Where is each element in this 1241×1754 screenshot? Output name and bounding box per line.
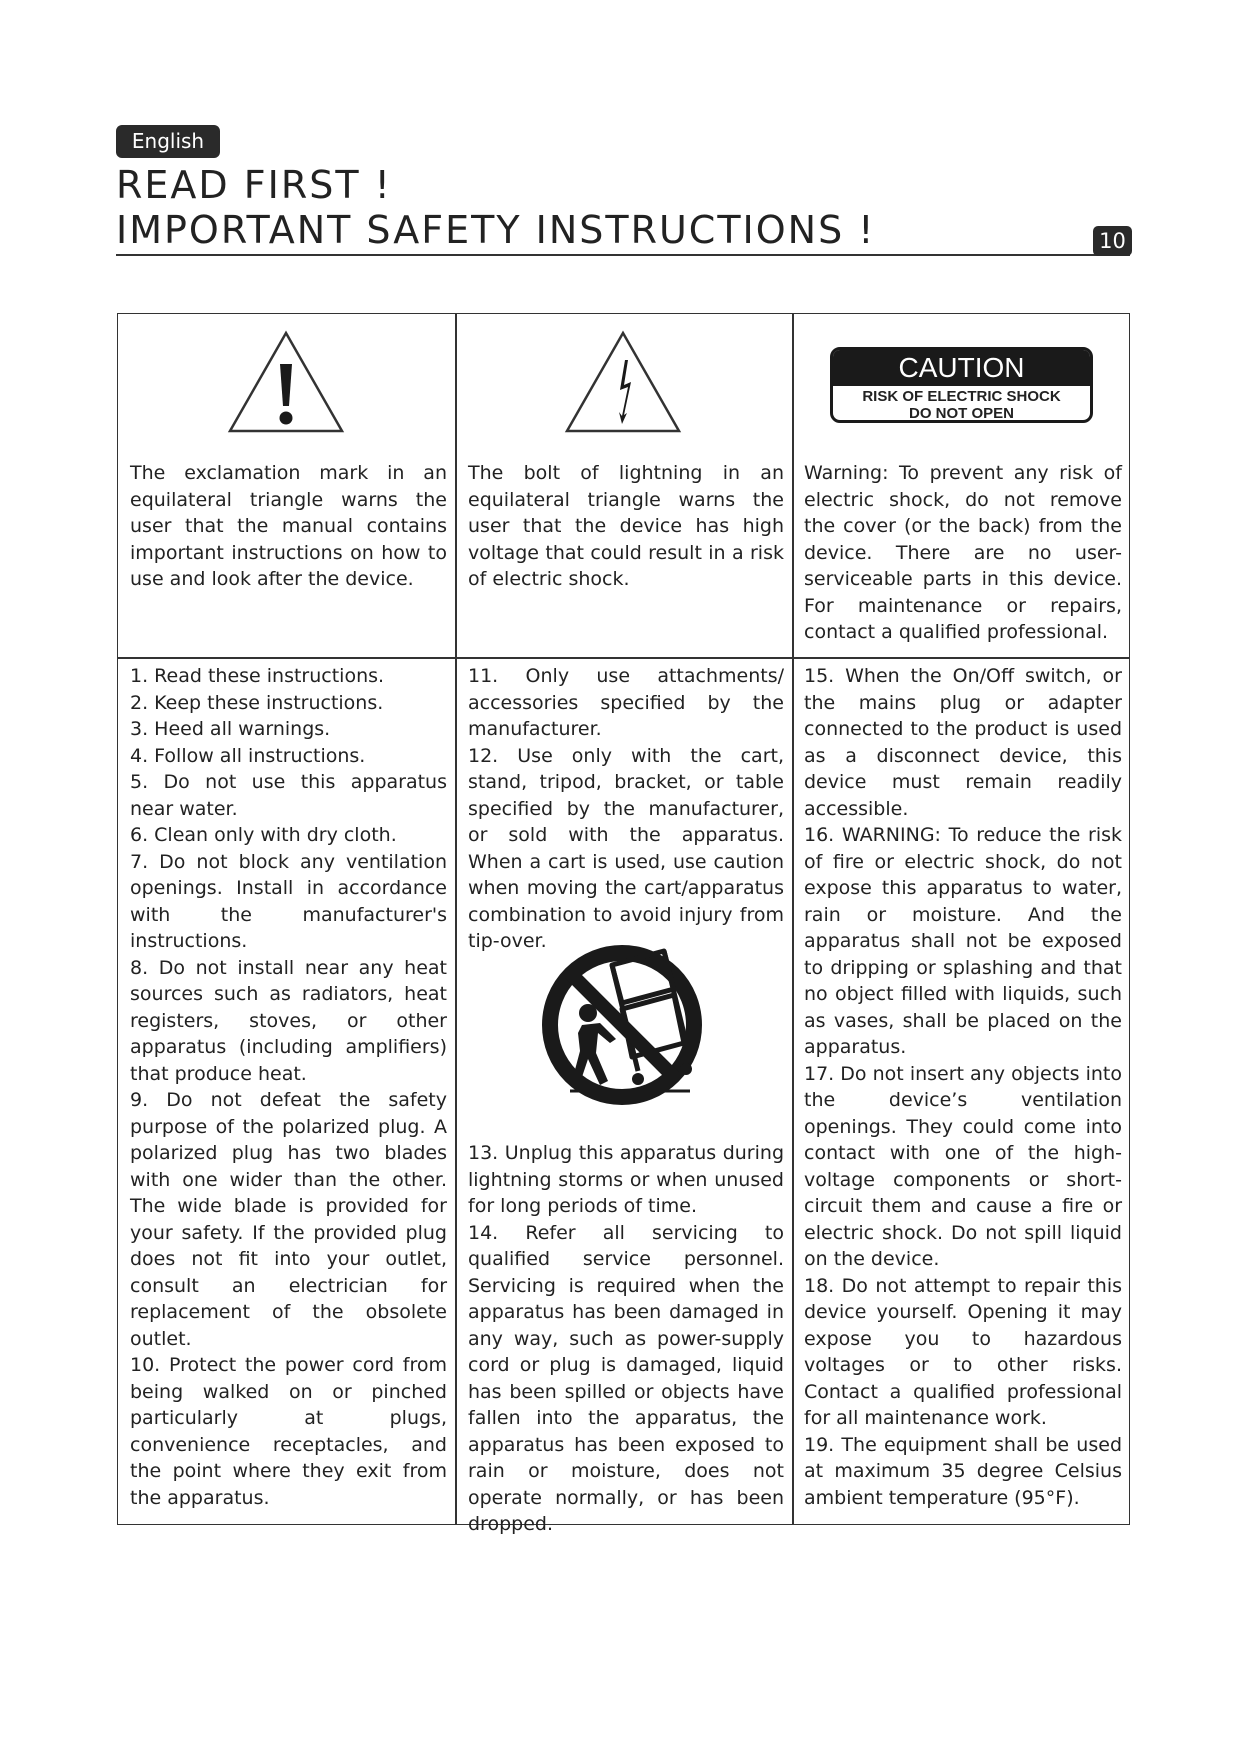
exclamation-explanation: The exclamation mark in an equilateral triangle warns the user that the manual contains important instructions on how to use and look after the device. (130, 462, 447, 590)
caution-heading: CAUTION (833, 350, 1090, 386)
list-item: 16. WARNING: To reduce the risk of fire or electric shock, do not expose this apparatus to water, rain or moisture. And the apparatus shall not be exposed to dripping or splashing and that no object filled with liquids, such as vases, shall be placed on the apparatus. (804, 824, 1122, 1058)
lightning-triangle-icon (564, 330, 682, 434)
page-title-line2: IMPORTANT SAFETY INSTRUCTIONS ! (116, 208, 876, 252)
list-item: 12. Use only with the cart, stand, tripod, bracket, or table specified by the manufacturer, or sold with the apparatus. When a cart is used, use caution when moving the cart/apparatus combination to avoid injury from tip-over. (468, 744, 784, 952)
page-title-line1: READ FIRST ! (116, 163, 392, 207)
list-item: 11. Only use attachments/ accessories specified by the manufacturer. (468, 665, 784, 740)
caution-line1: RISK OF ELECTRIC SHOCK (862, 388, 1061, 405)
list-item: 8. Do not install near any heat sources such as radiators, heat registers, stoves, or other apparatus (including amplifiers) that produce heat. (130, 956, 447, 1085)
instructions-column-1 (130, 663, 447, 1511)
list-item: 4. Follow all instructions. (130, 744, 366, 767)
list-item: 18. Do not attempt to repair this device yourself. Opening it may expose you to hazardous voltages or to other risks. Contact a qualified professional for all maintenance work. (804, 1274, 1122, 1429)
exclamation-triangle-icon (227, 330, 345, 434)
table-column-divider-2 (792, 313, 794, 1525)
list-item: 9. Do not defeat the safety purpose of the polarized plug. A polarized plug has two blades with one wider than the other. The wide blade is provided for your safety. If the provided plug does not fit into your outlet, consult an electrician for replacement of the obsolete outlet. (130, 1089, 447, 1350)
title-underline (116, 254, 1130, 256)
list-item: 14. Refer all servicing to qualified service personnel. Servicing is required when the apparatus has been damaged in any way, such as power-supply cord or plug is damaged, liquid has been spilled or objects have fallen into the apparatus, the apparatus has been exposed to rain or moisture, does not operate normally, or has been dropped. (468, 1221, 784, 1535)
list-item: 1. Read these instructions. (130, 665, 385, 687)
instructions-column-3 (804, 663, 1122, 1511)
list-item: 10. Protect the power cord from being walked on or pinched particularly at plugs, convenience receptacles, and the point where they exit from the apparatus. (130, 1354, 447, 1509)
table-row-divider (117, 657, 1130, 659)
caution-label (830, 347, 1093, 423)
list-item: 2. Keep these instructions. (130, 691, 384, 714)
instructions-column-2-bottom (468, 1140, 784, 1538)
caution-explanation: Warning: To prevent any risk of electric shock, do not remove the cover (or the back) from the device. There are no user-serviceable parts in this device. For maintenance or repairs, contact a qualified professional. (804, 462, 1122, 643)
list-item: 7. Do not block any ventilation openings. Install in accordance with the manufacturer's instructions. (130, 850, 447, 952)
list-item: 5. Do not use this apparatus near water. (130, 771, 447, 820)
lightning-explanation: The bolt of lightning in an equilateral triangle warns the user that the device has high voltage that could result in a risk of electric shock. (468, 462, 784, 590)
page-number-badge: 10 (1093, 226, 1132, 256)
list-item: 6. Clean only with dry cloth. (130, 824, 397, 846)
table-column-divider-1 (455, 313, 457, 1525)
language-badge: English (116, 125, 220, 158)
list-item: 15. When the On/Off switch, or the mains plug or adapter connected to the product is used as a disconnect device, this device must remain readily accessible. (804, 665, 1122, 820)
no-cart-tip-over-icon (540, 943, 704, 1107)
list-item: 17. Do not insert any objects into the device’s ventilation openings. They could come into contact with one of the high-voltage components or short-circuit them and cause a fire or electric shock. Do not spill liquid on the device. (804, 1062, 1122, 1270)
list-item: 19. The equipment shall be used at maximum 35 degree Celsius ambient temperature (95°F). (804, 1433, 1122, 1509)
instructions-column-2-top (468, 663, 784, 955)
list-item: 3. Heed all warnings. (130, 718, 331, 740)
list-item: 13. Unplug this apparatus during lightning storms or when unused for long periods of time. (468, 1142, 784, 1217)
caution-line2: DO NOT OPEN (908, 405, 1014, 422)
